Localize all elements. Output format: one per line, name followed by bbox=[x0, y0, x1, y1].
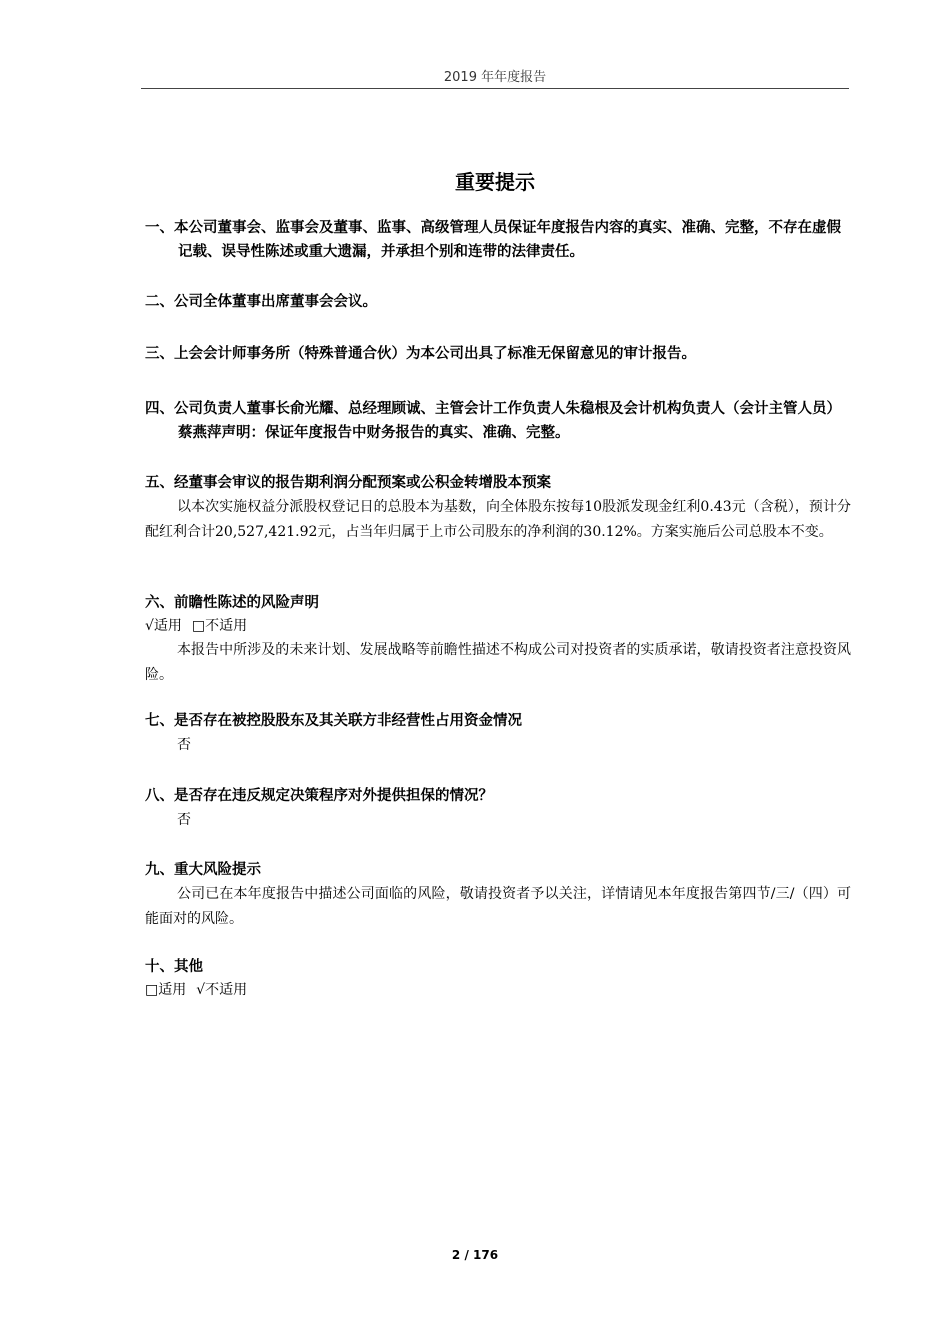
section-1 bbox=[145, 216, 851, 264]
section-8-answer: 否 bbox=[177, 812, 191, 828]
page-header: 2019 年年度报告 bbox=[443, 70, 547, 85]
page-title: 重要提示 bbox=[455, 170, 535, 194]
page-number: 2 / 176 bbox=[451, 1248, 499, 1262]
section-2 bbox=[145, 290, 851, 314]
section-7-heading: 七、是否存在被控股股东及其关联方非经营性占用资金情况 bbox=[145, 713, 522, 729]
section-7-answer: 否 bbox=[177, 737, 191, 753]
section-6-heading: 六、前瞻性陈述的风险声明 bbox=[145, 595, 319, 611]
section-6-body: 本报告中所涉及的未来计划、发展战略等前瞻性描述不构成公司对投资者的实质承诺，敬请投资者注意投资风险。 bbox=[145, 642, 851, 683]
section-4-heading: 四、公司负责人董事长俞光耀、总经理顾诚、主管会计工作负责人朱稳根及会计机构负责人（会计主管人员）蔡燕萍声明：保证年度报告中财务报告的真实、准确、完整。 bbox=[145, 401, 841, 441]
section-1-heading: 一、本公司董事会、监事会及董事、监事、高级管理人员保证年度报告内容的真实、准确、完整，不存在虚假记载、误导性陈述或重大遗漏，并承担个别和连带的法律责任。 bbox=[145, 220, 841, 260]
section-6-options bbox=[145, 615, 851, 638]
section-10-heading: 十、其他 bbox=[145, 959, 203, 975]
option-not-applicable-checked: √不适用 bbox=[196, 982, 248, 998]
option-applicable: □适用 bbox=[145, 982, 187, 998]
section-10 bbox=[145, 955, 851, 1002]
section-3 bbox=[145, 342, 851, 366]
section-9 bbox=[145, 858, 851, 931]
section-10-options bbox=[145, 979, 851, 1002]
section-9-heading: 九、重大风险提示 bbox=[145, 862, 261, 878]
section-5-body: 以本次实施权益分派股权登记日的总股本为基数，向全体股东按每10股派发现金红利0.43元（含税），预计分配红利合计20,527,421.92元，占当年归属于上市公司股东的净利润的30.12%。方案实施后公司总股本不变。 bbox=[145, 499, 851, 540]
header-divider bbox=[141, 88, 849, 89]
section-2-heading: 二、公司全体董事出席董事会会议。 bbox=[145, 294, 377, 310]
section-5 bbox=[145, 471, 851, 544]
section-5-heading: 五、经董事会审议的报告期利润分配预案或公积金转增股本预案 bbox=[145, 475, 551, 491]
section-7 bbox=[145, 709, 851, 758]
section-8-heading: 八、是否存在违反规定决策程序对外提供担保的情况？ bbox=[145, 788, 493, 804]
section-9-body: 公司已在本年度报告中描述公司面临的风险，敬请投资者予以关注，详情请见本年度报告第四节/三/（四）可能面对的风险。 bbox=[145, 886, 851, 927]
section-4 bbox=[145, 397, 851, 445]
section-3-heading: 三、上会会计师事务所（特殊普通合伙）为本公司出具了标准无保留意见的审计报告。 bbox=[145, 346, 696, 362]
section-6 bbox=[145, 591, 851, 687]
section-8 bbox=[145, 784, 851, 833]
option-applicable-checked: √适用 bbox=[145, 618, 182, 634]
option-not-applicable: □不适用 bbox=[191, 618, 248, 634]
